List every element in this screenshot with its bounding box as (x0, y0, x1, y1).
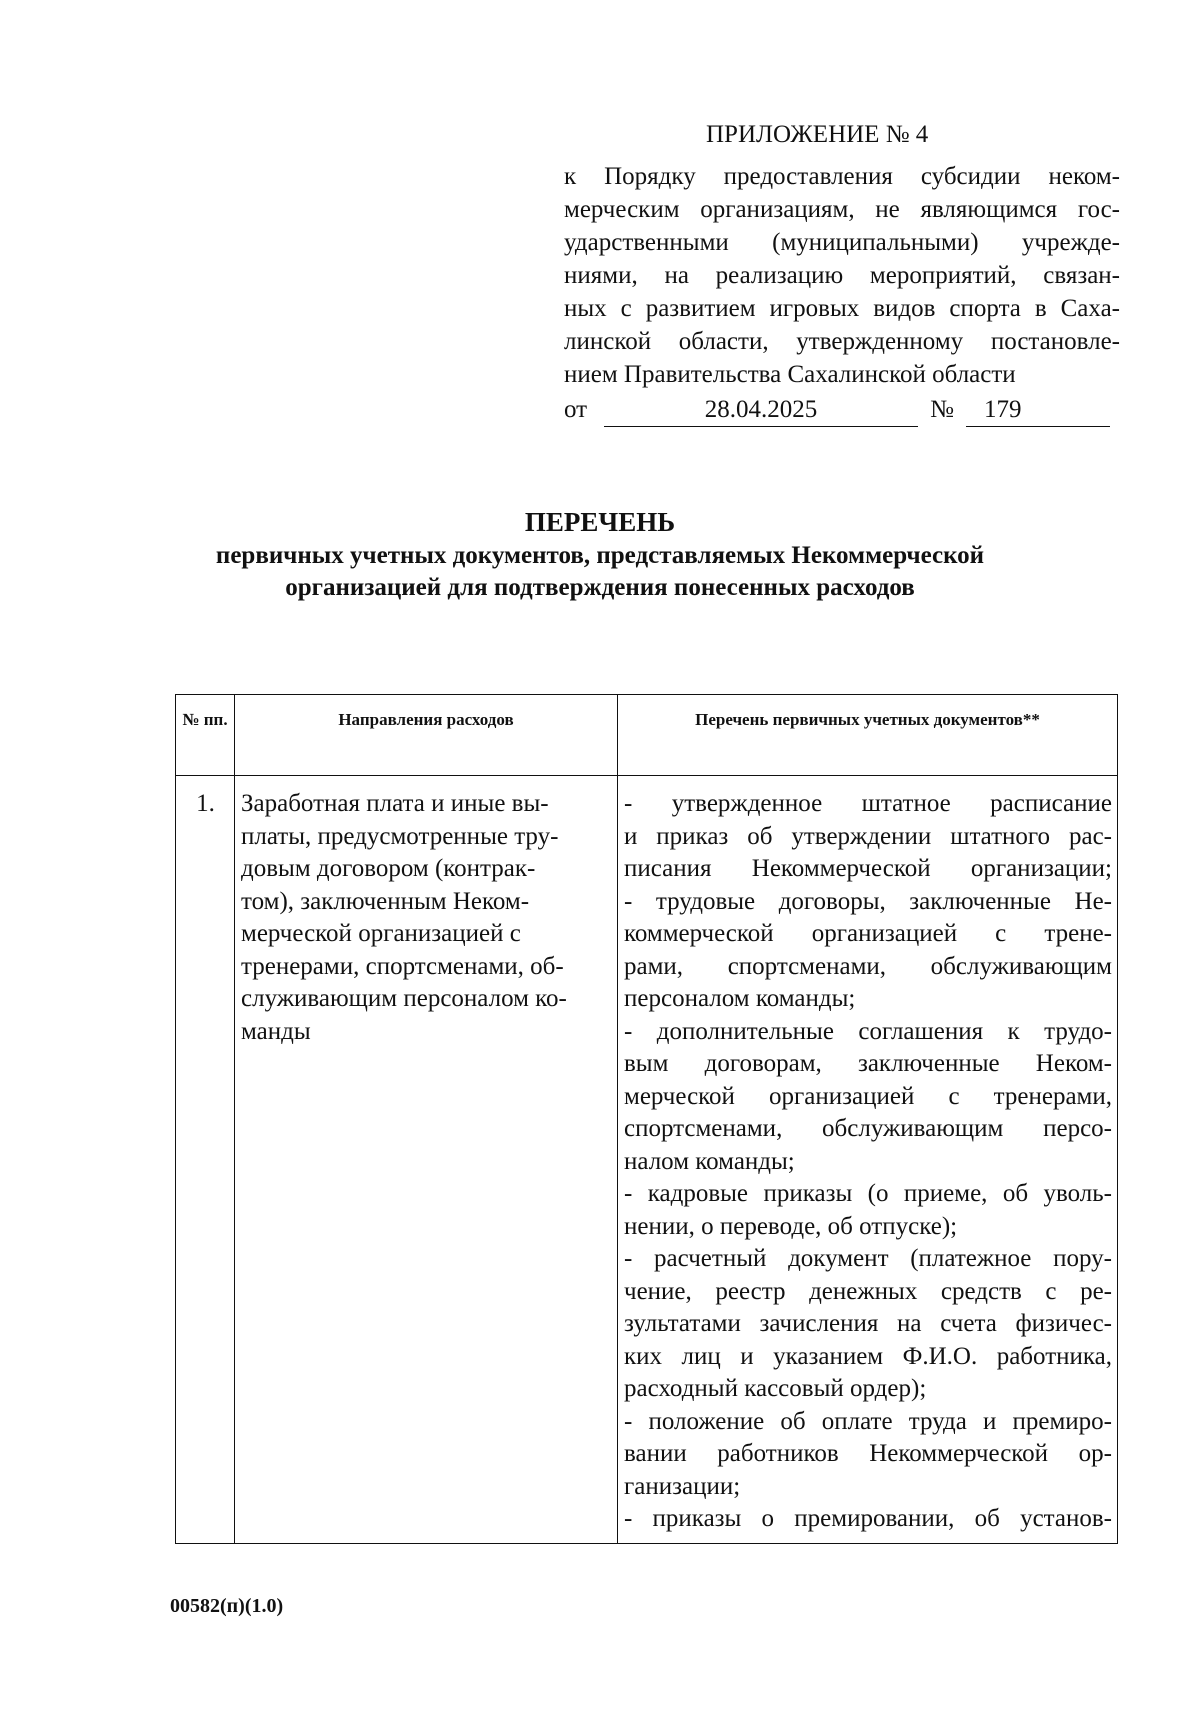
document-line: персоналом команды; (624, 985, 856, 1012)
document-line: рами, спортсменами, обслуживающим (624, 952, 1112, 980)
document-line: - дополнительные соглашения к трудо- (624, 1017, 1112, 1045)
direction-text: Заработная плата и иные вы- платы, предусмотренные тру- довым договором (контрак- том), заключенным Неком- мерческой организацией с тренерами, спортсменами, об- служивающим персоналом ко- манды (241, 790, 567, 1045)
date-number-row (564, 393, 1120, 427)
document-line: расходный кассовый ордер); (624, 1375, 927, 1402)
document-line: - трудовые договоры, заключенные Не- (624, 887, 1112, 915)
row-number: 1. (176, 776, 235, 1544)
appendix-line: нием Правительства Сахалинской области (564, 361, 1016, 388)
document-line: вании работников Некоммерческой ор- (624, 1440, 1112, 1467)
document-line: коммерческой организацией с трене- (624, 920, 1112, 947)
appendix-line: ных с развитием игровых видов спорта в Саха- (564, 295, 1120, 322)
document-line: вым договорам, заключенные Неком- (624, 1050, 1112, 1077)
resolution-date: 28.04.2025 (604, 393, 918, 427)
table-header-row (176, 695, 1118, 776)
document-line: - приказы о премировании, об установ- (624, 1505, 1112, 1532)
document-line: - утвержденное штатное расписание (624, 790, 1112, 817)
appendix-line: ударственными (муниципальными) учрежде- (564, 229, 1120, 256)
document-line: нении, о переводе, об отпуске); (624, 1212, 958, 1240)
document-line: и приказ об утверждении штатного рас- (624, 822, 1112, 850)
resolution-number: 179 (966, 393, 1110, 427)
appendix-text (564, 160, 1120, 391)
appendix-title: ПРИЛОЖЕНИЕ № 4 (706, 121, 929, 148)
appendix-line: мерческим организациям, не являющимся гос- (564, 196, 1120, 223)
heading-subtitle-line: организацией для подтверждения понесенных расходов (285, 574, 915, 601)
heading-title: ПЕРЕЧЕНЬ (524, 507, 676, 537)
table-row (176, 776, 1118, 1544)
appendix-line: ниями, на реализацию мероприятий, связан- (564, 262, 1120, 289)
appendix-line: к Порядку предоставления субсидии неком- (564, 163, 1120, 190)
number-label: № (930, 396, 954, 423)
heading-subtitle-line: первичных учетных документов, представляемых Некоммерческой (215, 542, 985, 569)
appendix-line: линской области, утвержденному постановле- (564, 328, 1120, 355)
document-line: ких лиц и указанием Ф.И.О. работника, (624, 1342, 1112, 1370)
document-line: спортсменами, обслуживающим персо- (624, 1115, 1112, 1142)
document-line: мерческой организацией с тренерами, (624, 1082, 1112, 1110)
document-heading (0, 506, 1200, 604)
document-line: писания Некоммерческой организации; (624, 855, 1112, 882)
document-line: зультатами зачисления на счета физичес- (624, 1310, 1112, 1337)
document-line: - расчетный документ (платежное пору- (624, 1245, 1112, 1272)
documents-table (175, 694, 1118, 1544)
document-line: налом команды; (624, 1147, 795, 1175)
column-header-direction: Направления расходов (235, 695, 618, 776)
column-header-number: № пп. (176, 695, 235, 776)
document-line: - положение об оплате труда и премиро- (624, 1407, 1112, 1435)
column-header-documents: Перечень первичных учетных документов** (618, 695, 1118, 776)
row-documents (618, 776, 1118, 1544)
date-label: от (564, 396, 588, 423)
document-line: ганизации; (624, 1472, 741, 1500)
document-line: чение, реестр денежных средств с ре- (624, 1277, 1112, 1305)
document-line: - кадровые приказы (о приеме, об уволь- (624, 1180, 1112, 1207)
appendix-block (564, 118, 1120, 427)
document-code: 00582(п)(1.0) (170, 1595, 284, 1617)
row-direction (235, 776, 618, 1544)
